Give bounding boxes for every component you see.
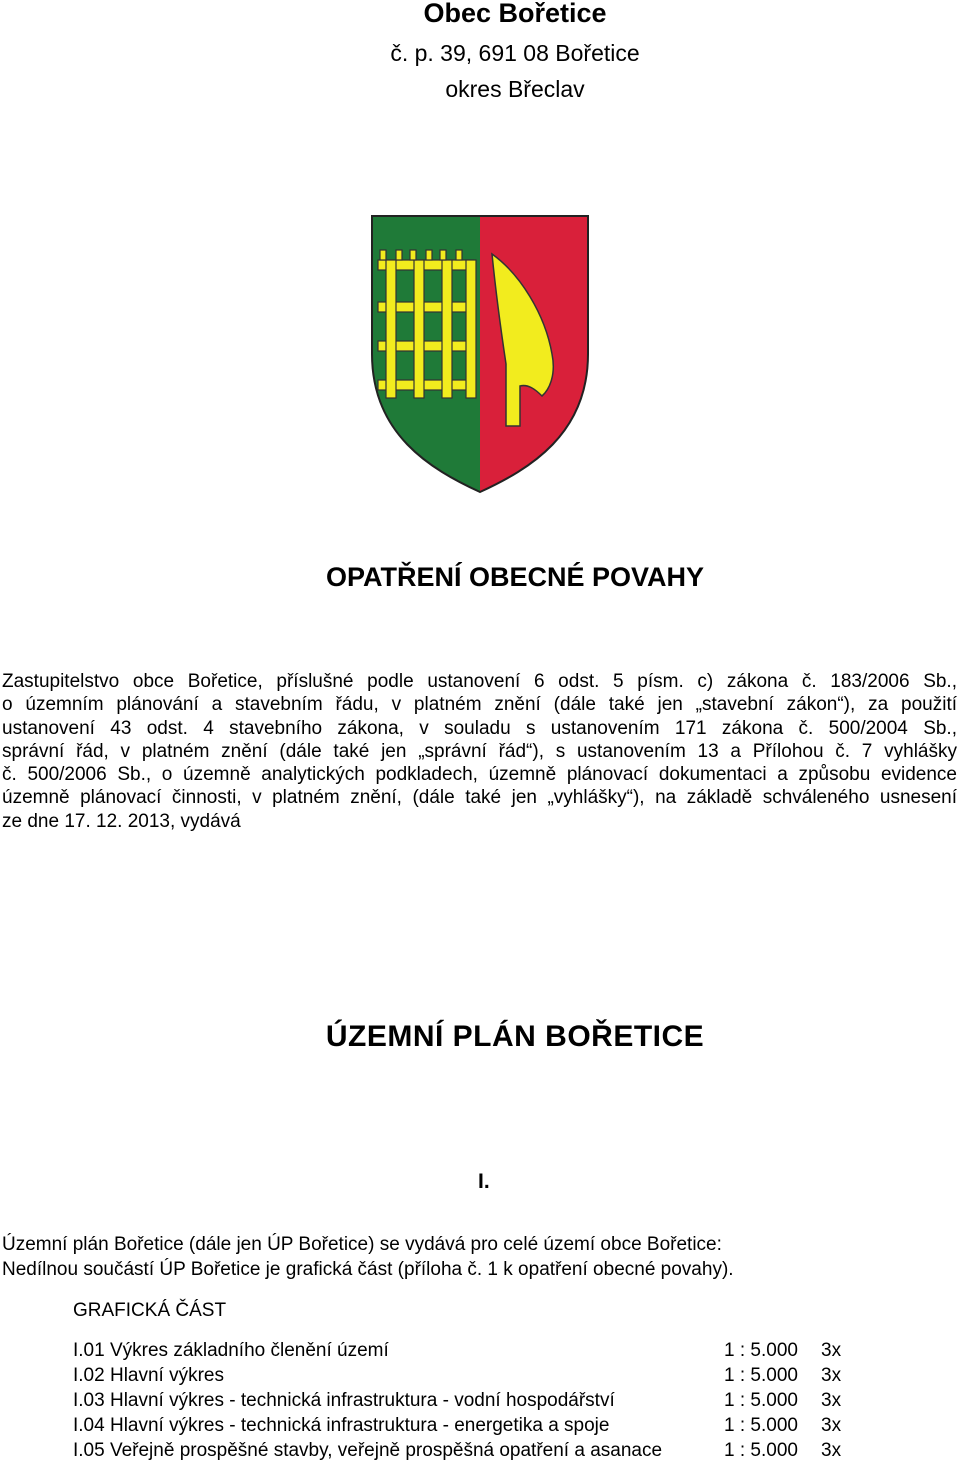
- drawings-list: [73, 1338, 873, 1463]
- drawing-scale: 1 : 5.000: [724, 1365, 798, 1386]
- municipality-title: Obec Bořetice: [423, 0, 607, 28]
- drawing-name: I.04 Hlavní výkres - technická infrastruktura - energetika a spoje: [73, 1415, 610, 1436]
- intro-line: Zastupitelstvo obce Bořetice, příslušné podle ustanovení 6 odst. 5 písm. c) zákona č. 183/2006 Sb.,: [2, 671, 957, 692]
- drawing-scale: 1 : 5.000: [724, 1440, 798, 1461]
- paragraph-line: Nedílnou součástí ÚP Bořetice je grafická část (příloha č. 1 k opatření obecné povahy).: [2, 1259, 734, 1280]
- drawing-row: [73, 1438, 873, 1463]
- drawing-quantity: 3x: [821, 1415, 842, 1436]
- drawing-name: I.03 Hlavní výkres - technická infrastruktura - vodní hospodářství: [73, 1390, 615, 1411]
- paragraph-line: Územní plán Bořetice (dále jen ÚP Bořetice) se vydává pro celé území obce Bořetice:: [2, 1234, 722, 1255]
- drawing-quantity: 3x: [821, 1440, 842, 1461]
- intro-line: č. 500/2006 Sb., o územně analytických podkladech, územně plánovací dokumentaci a způsobu evidence: [2, 764, 957, 786]
- drawing-row: [73, 1338, 873, 1363]
- drawing-scale: 1 : 5.000: [724, 1340, 798, 1361]
- graphic-part-title: GRAFICKÁ ČÁST: [73, 1300, 227, 1321]
- drawing-scale: 1 : 5.000: [724, 1415, 798, 1436]
- plan-paragraph: [2, 1232, 734, 1282]
- intro-line: o územním plánování a stavebním řádu, v platném znění (dále také jen „stavební zákon“), za použití: [2, 694, 957, 716]
- drawing-row: [73, 1413, 873, 1438]
- drawing-quantity: 3x: [821, 1340, 842, 1361]
- drawing-name: I.01 Výkres základního členění území: [73, 1340, 389, 1361]
- intro-paragraph: [2, 670, 957, 833]
- coat-of-arms: [370, 214, 590, 494]
- intro-line: územně plánovací činnosti, v platném znění, (dále také jen „vyhlášky“), na základě schváleného usnesení: [2, 787, 957, 809]
- drawing-row: [73, 1388, 873, 1413]
- drawing-name: I.05 Veřejně prospěšné stavby, veřejně prospěšná opatření a asanace: [73, 1440, 663, 1461]
- document-heading: OPATŘENÍ OBECNÉ POVAHY: [325, 562, 705, 592]
- intro-line: ze dne 17. 12. 2013, vydává: [2, 810, 241, 832]
- address-line: č. p. 39, 691 08 Bořetice: [390, 40, 640, 66]
- drawing-name: I.02 Hlavní výkres: [73, 1365, 224, 1386]
- intro-line: ustanovení 43 odst. 4 stavebního zákona, v souladu s ustanovením 171 zákona č. 500/2004 Sb.,: [2, 717, 957, 739]
- drawing-quantity: 3x: [821, 1390, 842, 1411]
- drawing-row: [73, 1363, 873, 1388]
- drawing-quantity: 3x: [821, 1365, 842, 1386]
- plan-heading: ÚZEMNÍ PLÁN BOŘETICE: [325, 1020, 705, 1053]
- intro-line: správní řád, v platném znění (dále také jen „správní řád“), s ustanovením 13 a Přílohou č. 7 vyhlášky: [2, 740, 957, 762]
- district-line: okres Břeclav: [445, 76, 585, 102]
- section-number: I.: [478, 1170, 490, 1193]
- drawing-scale: 1 : 5.000: [724, 1390, 798, 1411]
